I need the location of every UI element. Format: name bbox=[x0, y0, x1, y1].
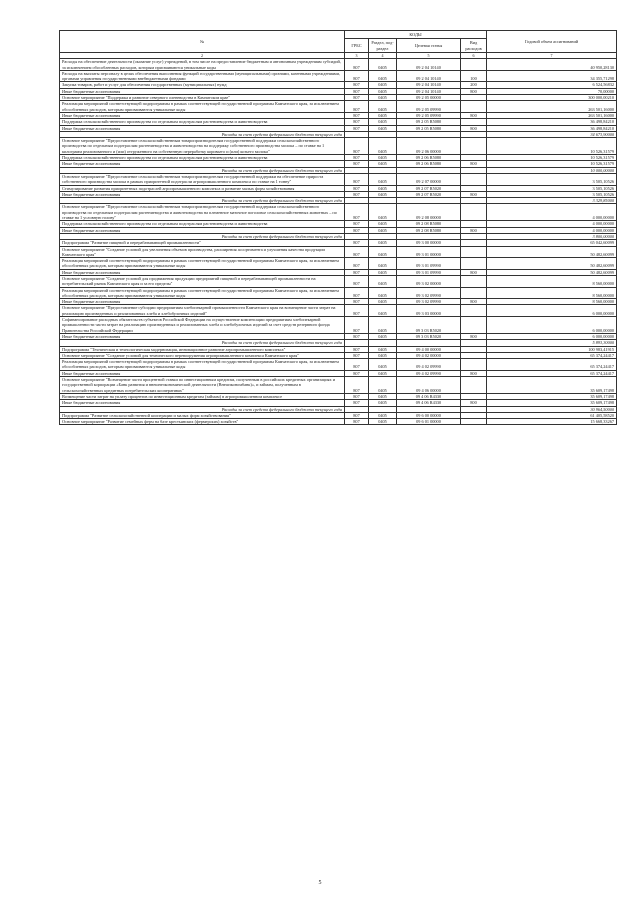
header-codes: КОДЫ bbox=[345, 31, 487, 39]
row-target-cell: 09 3 03 00000 bbox=[397, 305, 461, 317]
row-target-cell: 09 2 05 09990 bbox=[397, 101, 461, 113]
row-name-cell: Подпрограмма "Техническая и технологическая модернизация, инновационное развитие агропромышленного комплекса" bbox=[60, 346, 345, 352]
row-name-cell: Реализация мероприятий соответствующей подпрограммы в рамках соответствующей государственной программы Камчатского края, за исключением обособленных расходов, которым присваиваются уникальные коды bbox=[60, 359, 345, 371]
row-name-cell: Основное мероприятие "Предоставление сельскохозяйственным товаропроизводителям государственной поддержки сельскохозяйственного производства по отдельным подотраслям растениеводства и животноводства на племенное маточное поголовье сельскохозяйственных животных – по ставке на 1 условную голову" bbox=[60, 204, 345, 221]
row-expense-cell bbox=[461, 377, 487, 394]
row-amount-cell: 300 000,00210 bbox=[487, 95, 617, 101]
table-row bbox=[60, 70, 617, 82]
row-grbs-cell: 807 bbox=[345, 82, 369, 88]
row-amount-cell: 6 000,00000 bbox=[487, 305, 617, 317]
row-name-cell: Основное мероприятие "Предоставление субсидии предприятиям хлебопекарной промышленности Камчатского края на возмещение части затрат на реализацию произведенных и реализованных хлеба и хлебобулочных изделий" bbox=[60, 305, 345, 317]
row-target-cell: 09 3 02 09990 bbox=[397, 299, 461, 305]
row-section-cell: 0405 bbox=[369, 287, 397, 299]
row-target-cell: 09 2 04 10140 bbox=[397, 88, 461, 94]
row-name-cell: Основное мероприятие "Возмещение части процентной ставки по инвестиционным кредитам, полученным в российских кредитных организациях и государственной корпорации «Банк развития и внешнеэкономической деятельности (Внешэкономбанк)», и займам, полученным в сельскохозяйственных кредитных потребительских кооперативах" bbox=[60, 377, 345, 394]
row-expense-cell: 800 bbox=[461, 227, 487, 233]
row-section-cell: 0405 bbox=[369, 359, 397, 371]
row-amount-cell: 35 609,17498 bbox=[487, 400, 617, 406]
column-number: 2 bbox=[60, 53, 345, 59]
row-amount-cell: 10 526,31579 bbox=[487, 155, 617, 161]
row-target-cell: 09 3 03 R5020 bbox=[397, 333, 461, 339]
row-grbs-cell: 807 bbox=[345, 185, 369, 191]
row-expense-cell: 100 bbox=[461, 70, 487, 82]
row-section-cell: 0405 bbox=[369, 119, 397, 125]
row-name-cell: Основное мероприятие "Предоставление сельскохозяйственным товаропроизводителям государственной поддержки сельскохозяйственного производства по отдельным подотраслям растениеводства и животноводства на поддержку собственного производства молока – по ставке на 1 килограмм реализованного и (или) отгруженного на собственную переработку коровьего и (или) козьего молока" bbox=[60, 138, 345, 155]
row-amount-cell: 6 000,00000 bbox=[487, 333, 617, 339]
row-name-cell: Основное мероприятие "Создание условий для продвижения продукции предприятий пищевой и перерабатывающей промышленности на потребительский рынок Камчатского края и за его пределы" bbox=[60, 275, 345, 287]
row-name-cell: Поддержка сельскохозяйственного производства по отдельным подотраслям растениеводства и животноводства bbox=[60, 221, 345, 227]
row-section-cell: 0405 bbox=[369, 317, 397, 334]
row-target-cell: 09 6 00 00000 bbox=[397, 412, 461, 418]
row-section-cell: 0405 bbox=[369, 204, 397, 221]
header-grbs: ГРБС bbox=[345, 39, 369, 53]
table-row bbox=[60, 246, 617, 258]
row-amount-cell: 8 560,00000 bbox=[487, 275, 617, 287]
row-name-cell: Иные бюджетные ассигнования bbox=[60, 333, 345, 339]
row-name-cell: Реализация мероприятий соответствующей подпрограммы в рамках соответствующей государственной программы Камчатского края, за исключением обособленных расходов, которым присваиваются уникальные коды bbox=[60, 101, 345, 113]
row-amount-cell: 50 482,60099 bbox=[487, 269, 617, 275]
table-row bbox=[60, 101, 617, 113]
row-amount-cell: 5 893,30000 bbox=[487, 340, 617, 346]
row-name-cell: Поддержка сельскохозяйственного производства по отдельным подотраслям растениеводства и животноводства bbox=[60, 155, 345, 161]
row-amount-cell: 65 374,24417 bbox=[487, 370, 617, 376]
row-section-cell: 0405 bbox=[369, 346, 397, 352]
row-expense-cell bbox=[461, 59, 487, 71]
row-amount-cell: 100 983,41915 bbox=[487, 346, 617, 352]
row-amount-cell: 4 000,00000 bbox=[487, 227, 617, 233]
row-amount-cell: 10 526,31579 bbox=[487, 138, 617, 155]
row-name-cell: Закупка товаров, работ и услуг для обеспечения государственных (муниципальных) нужд bbox=[60, 82, 345, 88]
row-grbs-cell: 807 bbox=[345, 275, 369, 287]
row-target-cell: 09 2 07 R5020 bbox=[397, 185, 461, 191]
row-grbs-cell: 807 bbox=[345, 204, 369, 221]
row-section-cell: 0405 bbox=[369, 400, 397, 406]
row-section-cell: 0405 bbox=[369, 101, 397, 113]
row-amount-cell: 15 668,33267 bbox=[487, 419, 617, 425]
row-amount-cell: 3 505,10526 bbox=[487, 185, 617, 191]
row-amount-cell: 3 505,10526 bbox=[487, 191, 617, 197]
row-target-cell: 09 2 07 R5020 bbox=[397, 191, 461, 197]
row-grbs-cell: 807 bbox=[345, 240, 369, 246]
row-expense-cell bbox=[461, 204, 487, 221]
row-grbs-cell: 807 bbox=[345, 412, 369, 418]
row-amount-cell: 35 609,17498 bbox=[487, 393, 617, 399]
row-expense-cell bbox=[461, 258, 487, 270]
row-target-cell: 09 2 07 00000 bbox=[397, 173, 461, 185]
row-name-cell: Иные бюджетные ассигнования bbox=[60, 299, 345, 305]
row-name-cell: Основное мероприятие "Создание условий для увеличения объемов производства, расширения ассортимента и улучшения качества продукции Камчатского края" bbox=[60, 246, 345, 258]
row-grbs-cell: 807 bbox=[345, 59, 369, 71]
row-expense-cell: 800 bbox=[461, 400, 487, 406]
row-target-cell: 09 3 01 09990 bbox=[397, 269, 461, 275]
row-expense-cell: 800 bbox=[461, 88, 487, 94]
row-amount-cell: 3 505,10526 bbox=[487, 173, 617, 185]
row-amount-cell: 6 000,00000 bbox=[487, 317, 617, 334]
row-amount-cell: 10 526,31579 bbox=[487, 161, 617, 167]
row-target-cell: 09 4 02 09990 bbox=[397, 359, 461, 371]
row-grbs-cell: 807 bbox=[345, 88, 369, 94]
row-section-cell: 0405 bbox=[369, 173, 397, 185]
row-expense-cell bbox=[461, 246, 487, 258]
row-amount-cell: 263 501,16000 bbox=[487, 112, 617, 118]
row-expense-cell: 800 bbox=[461, 125, 487, 131]
row-name-cell: Иные бюджетные ассигнования bbox=[60, 227, 345, 233]
row-amount-cell: 4 000,00000 bbox=[487, 221, 617, 227]
row-grbs-cell: 807 bbox=[345, 101, 369, 113]
row-name-cell: Поддержка сельскохозяйственного производства по отдельным подотраслям растениеводства и животноводства bbox=[60, 119, 345, 125]
row-name-cell: Реализация мероприятий соответствующей подпрограммы в рамках соответствующей государственной программы Камчатского края, за исключением обособленных расходов, которым присваиваются уникальные коды bbox=[60, 287, 345, 299]
row-amount-cell: 3 329,85000 bbox=[487, 198, 617, 204]
budget-table-container bbox=[59, 30, 616, 425]
row-amount-cell: 65 374,24417 bbox=[487, 359, 617, 371]
row-expense-cell bbox=[461, 305, 487, 317]
row-section-cell: 0405 bbox=[369, 352, 397, 358]
row-expense-cell: 800 bbox=[461, 370, 487, 376]
table-row bbox=[60, 305, 617, 317]
row-expense-cell bbox=[461, 419, 487, 425]
row-target-cell: 09 3 01 00000 bbox=[397, 246, 461, 258]
row-target-cell: 09 2 08 R5080 bbox=[397, 221, 461, 227]
row-name-cell: Иные бюджетные ассигнования bbox=[60, 88, 345, 94]
row-target-cell: 09 3 00 00000 bbox=[397, 240, 461, 246]
row-grbs-cell: 807 bbox=[345, 346, 369, 352]
row-name-cell: Иные бюджетные ассигнования bbox=[60, 370, 345, 376]
row-amount-cell: 34 673,90000 bbox=[487, 131, 617, 137]
table-row bbox=[60, 173, 617, 185]
header-amount: Годовой объем ассигнований bbox=[487, 31, 617, 53]
row-section-cell: 0405 bbox=[369, 191, 397, 197]
row-grbs-cell: 807 bbox=[345, 317, 369, 334]
row-amount-cell: 8 560,00000 bbox=[487, 287, 617, 299]
row-grbs-cell: 807 bbox=[345, 191, 369, 197]
row-target-cell: 09 2 04 10140 bbox=[397, 82, 461, 88]
row-target-cell: 09 2 08 00000 bbox=[397, 204, 461, 221]
row-grbs-cell: 807 bbox=[345, 119, 369, 125]
row-expense-cell bbox=[461, 173, 487, 185]
header-target: Целевая статья bbox=[397, 39, 461, 53]
row-target-cell: 09 6 01 00000 bbox=[397, 419, 461, 425]
column-number: 3 bbox=[345, 53, 369, 59]
row-grbs-cell: 807 bbox=[345, 352, 369, 358]
row-target-cell: 09 3 01 09990 bbox=[397, 258, 461, 270]
row-expense-cell bbox=[461, 359, 487, 371]
row-section-cell: 0405 bbox=[369, 258, 397, 270]
row-amount-cell: 50 482,60099 bbox=[487, 258, 617, 270]
row-grbs-cell: 807 bbox=[345, 419, 369, 425]
table-row bbox=[60, 258, 617, 270]
row-name-cell: Иные бюджетные ассигнования bbox=[60, 125, 345, 131]
row-section-cell: 0405 bbox=[369, 59, 397, 71]
row-grbs-cell: 807 bbox=[345, 287, 369, 299]
row-expense-cell: 800 bbox=[461, 112, 487, 118]
row-grbs-cell: 807 bbox=[345, 246, 369, 258]
row-name-cell: Расходы за счет средств федерального бюджета текущего года bbox=[60, 406, 345, 412]
row-section-cell: 0405 bbox=[369, 299, 397, 305]
row-name-cell: Реализация мероприятий соответствующей подпрограммы в рамках соответствующей государственной программы Камчатского края, за исключением обособленных расходов, которым присваиваются уникальные коды bbox=[60, 258, 345, 270]
row-section-cell: 0405 bbox=[369, 82, 397, 88]
row-amount-cell: 35 609,17498 bbox=[487, 377, 617, 394]
row-amount-cell: 34 355,71298 bbox=[487, 70, 617, 82]
table-row bbox=[60, 59, 617, 71]
row-section-cell: 0405 bbox=[369, 227, 397, 233]
row-grbs-cell: 807 bbox=[345, 173, 369, 185]
row-target-cell: 09 3 03 R5020 bbox=[397, 317, 461, 334]
row-section-cell: 0405 bbox=[369, 95, 397, 101]
row-section-cell: 0405 bbox=[369, 246, 397, 258]
row-name-cell: Подпрограмма "Развитие пищевой и перерабатывающей промышленности" bbox=[60, 240, 345, 246]
row-name-cell: Иные бюджетные ассигнования bbox=[60, 400, 345, 406]
row-amount-cell: 61 405,58520 bbox=[487, 412, 617, 418]
row-name-cell: Иные бюджетные ассигнования bbox=[60, 269, 345, 275]
row-target-cell: 09 2 08 R5080 bbox=[397, 227, 461, 233]
row-name-cell: Расходы за счет средств федерального бюджета текущего года bbox=[60, 167, 345, 173]
row-amount-cell: 36 498,84210 bbox=[487, 125, 617, 131]
row-target-cell: 09 2 05 00000 bbox=[397, 95, 461, 101]
row-section-cell: 0405 bbox=[369, 269, 397, 275]
row-target-cell: 09 4 02 09990 bbox=[397, 370, 461, 376]
row-grbs-cell: 807 bbox=[345, 400, 369, 406]
row-name-cell: Стимулирование развития приоритетных подотраслей агропромышленного комплекса и развитие малых форм хозяйствования bbox=[60, 185, 345, 191]
row-target-cell: 09 2 06 R5080 bbox=[397, 161, 461, 167]
table-row bbox=[60, 287, 617, 299]
row-name-cell: Подпрограмма "Развитие сельскохозяйственной кооперации и малых форм хозяйствования" bbox=[60, 412, 345, 418]
header-number: № bbox=[60, 31, 345, 53]
row-name-cell: Основное мероприятие "Предоставление сельскохозяйственным товаропроизводителям государственной поддержки на обеспечение прироста собственного производства молока в рамках приоритетной подотрасли агропромышленного комплекса по ставке на 1 тонну" bbox=[60, 173, 345, 185]
row-expense-cell bbox=[461, 138, 487, 155]
row-amount-cell: 30 964,50000 bbox=[487, 406, 617, 412]
table-row bbox=[60, 204, 617, 221]
table-row bbox=[60, 359, 617, 371]
row-amount-cell: 263 501,16000 bbox=[487, 101, 617, 113]
budget-table bbox=[59, 30, 617, 425]
row-section-cell: 0405 bbox=[369, 419, 397, 425]
row-amount-cell: 50 482,60099 bbox=[487, 246, 617, 258]
header-section: Раздел, под-раздел bbox=[369, 39, 397, 53]
row-name-cell: Расходы на обеспечение деятельности (оказание услуг) учреждений, в том числе на предоставление бюджетным и автономным учреждениям субсидий, за исключением обособленных расходов, которым присваиваются уникальные коды bbox=[60, 59, 345, 71]
row-expense-cell: 800 bbox=[461, 299, 487, 305]
row-section-cell: 0405 bbox=[369, 155, 397, 161]
row-name-cell: Расходы за счет средств федерального бюджета текущего года bbox=[60, 233, 345, 239]
row-expense-cell bbox=[461, 275, 487, 287]
row-target-cell: 09 4 02 00000 bbox=[397, 352, 461, 358]
column-number: 5 bbox=[397, 53, 461, 59]
row-name-cell: Иные бюджетные ассигнования bbox=[60, 161, 345, 167]
table-row bbox=[60, 419, 617, 425]
row-name-cell: Иные бюджетные ассигнования bbox=[60, 191, 345, 197]
page-number: 5 bbox=[318, 880, 322, 886]
row-section-cell: 0405 bbox=[369, 377, 397, 394]
row-section-cell: 0405 bbox=[369, 70, 397, 82]
row-target-cell: 09 2 04 10140 bbox=[397, 70, 461, 82]
row-grbs-cell: 807 bbox=[345, 333, 369, 339]
column-number: 6 bbox=[461, 53, 487, 59]
row-name-cell: Иные бюджетные ассигнования bbox=[60, 112, 345, 118]
row-name-cell: Возмещение части затрат на уплату процентов по инвестиционным кредитам (займам) в агропромышленном комплексе bbox=[60, 393, 345, 399]
row-target-cell: 09 4 06 R4330 bbox=[397, 400, 461, 406]
row-expense-cell: 800 bbox=[461, 161, 487, 167]
row-grbs-cell: 807 bbox=[345, 155, 369, 161]
row-amount-cell: 65 042,60099 bbox=[487, 240, 617, 246]
row-section-cell: 0405 bbox=[369, 305, 397, 317]
row-grbs-cell: 807 bbox=[345, 393, 369, 399]
row-grbs-cell: 807 bbox=[345, 299, 369, 305]
row-amount-cell: 6 524,56832 bbox=[487, 82, 617, 88]
row-section-cell: 0405 bbox=[369, 370, 397, 376]
header-expense: Вид расходов bbox=[461, 39, 487, 53]
row-section-cell: 0405 bbox=[369, 221, 397, 227]
row-expense-cell bbox=[461, 287, 487, 299]
row-target-cell: 09 4 06 R4330 bbox=[397, 393, 461, 399]
row-grbs-cell: 807 bbox=[345, 359, 369, 371]
row-section-cell: 0405 bbox=[369, 88, 397, 94]
row-amount-cell: 3 800,00000 bbox=[487, 233, 617, 239]
row-target-cell: 09 2 04 10140 bbox=[397, 59, 461, 71]
row-grbs-cell: 807 bbox=[345, 269, 369, 275]
row-section-cell: 0405 bbox=[369, 412, 397, 418]
row-grbs-cell: 807 bbox=[345, 95, 369, 101]
row-target-cell: 09 2 05 09990 bbox=[397, 112, 461, 118]
row-expense-cell bbox=[461, 101, 487, 113]
row-target-cell: 09 4 06 00000 bbox=[397, 377, 461, 394]
table-row bbox=[60, 138, 617, 155]
row-section-cell: 0405 bbox=[369, 125, 397, 131]
row-section-cell: 0405 bbox=[369, 333, 397, 339]
row-amount-cell: 10 000,00000 bbox=[487, 167, 617, 173]
row-amount-cell: 4 000,00000 bbox=[487, 204, 617, 221]
row-grbs-cell: 807 bbox=[345, 377, 369, 394]
row-target-cell: 09 2 06 00000 bbox=[397, 138, 461, 155]
row-target-cell: 09 3 02 09990 bbox=[397, 287, 461, 299]
row-name-cell: Основное мероприятие "Поддержка и развитие северного оленеводства в Камчатском крае" bbox=[60, 95, 345, 101]
table-body bbox=[60, 59, 617, 425]
row-section-cell: 0405 bbox=[369, 138, 397, 155]
row-section-cell: 0405 bbox=[369, 275, 397, 287]
row-grbs-cell: 807 bbox=[345, 305, 369, 317]
row-section-cell: 0405 bbox=[369, 161, 397, 167]
row-expense-cell: 200 bbox=[461, 82, 487, 88]
row-name-cell: Софинансирование расходных обязательств субъектов Российской Федерации на осуществление компенсации предприятиям хлебопекарной промышленности части затрат на реализацию произведенных и реализованных хлеба и хлебобулочных изделий за счет средств резервного фонда Правительства Российской Федерации bbox=[60, 317, 345, 334]
table-row bbox=[60, 275, 617, 287]
row-target-cell: 09 2 05 R5080 bbox=[397, 125, 461, 131]
row-amount-cell: 70,00000 bbox=[487, 88, 617, 94]
row-grbs-cell: 807 bbox=[345, 227, 369, 233]
row-amount-cell: 40 950,28130 bbox=[487, 59, 617, 71]
row-name-cell: Расходы за счет средств федерального бюджета текущего года bbox=[60, 198, 345, 204]
row-expense-cell: 800 bbox=[461, 191, 487, 197]
row-section-cell: 0405 bbox=[369, 240, 397, 246]
table-row bbox=[60, 317, 617, 334]
row-target-cell: 09 3 02 00000 bbox=[397, 275, 461, 287]
row-name-cell: Основное мероприятие "Развитие семейных ферм на базе крестьянских (фермерских) хозяйств" bbox=[60, 419, 345, 425]
row-section-cell: 0405 bbox=[369, 112, 397, 118]
row-expense-cell bbox=[461, 317, 487, 334]
row-grbs-cell: 807 bbox=[345, 138, 369, 155]
row-grbs-cell: 807 bbox=[345, 370, 369, 376]
row-grbs-cell: 807 bbox=[345, 161, 369, 167]
row-target-cell: 09 2 06 R5080 bbox=[397, 155, 461, 161]
column-number: 4 bbox=[369, 53, 397, 59]
row-name-cell: Расходы за счет средств федерального бюджета текущего года bbox=[60, 131, 345, 137]
row-amount-cell: 36 498,84210 bbox=[487, 119, 617, 125]
row-grbs-cell: 807 bbox=[345, 125, 369, 131]
column-number: 7 bbox=[487, 53, 617, 59]
row-grbs-cell: 807 bbox=[345, 258, 369, 270]
row-expense-cell: 800 bbox=[461, 333, 487, 339]
row-name-cell: Расходы за счет средств федерального бюджета текущего года bbox=[60, 340, 345, 346]
row-amount-cell: 65 374,24417 bbox=[487, 352, 617, 358]
row-target-cell: 09 2 05 R5080 bbox=[397, 119, 461, 125]
row-grbs-cell: 807 bbox=[345, 112, 369, 118]
row-name-cell: Расходы на выплаты персоналу в целях обеспечения выполнения функций государственными (муниципальными) органами, казенными учреждениями, органами управления государственными внебюджетными фондами bbox=[60, 70, 345, 82]
row-name-cell: Основное мероприятие "Создание условий для технического перевооружения агропромышленного комплекса Камчатского края" bbox=[60, 352, 345, 358]
row-section-cell: 0405 bbox=[369, 185, 397, 191]
table-row bbox=[60, 377, 617, 394]
row-grbs-cell: 807 bbox=[345, 70, 369, 82]
row-target-cell: 09 4 00 00000 bbox=[397, 346, 461, 352]
row-amount-cell: 8 560,00000 bbox=[487, 299, 617, 305]
row-grbs-cell: 807 bbox=[345, 221, 369, 227]
row-section-cell: 0405 bbox=[369, 393, 397, 399]
row-expense-cell: 800 bbox=[461, 269, 487, 275]
